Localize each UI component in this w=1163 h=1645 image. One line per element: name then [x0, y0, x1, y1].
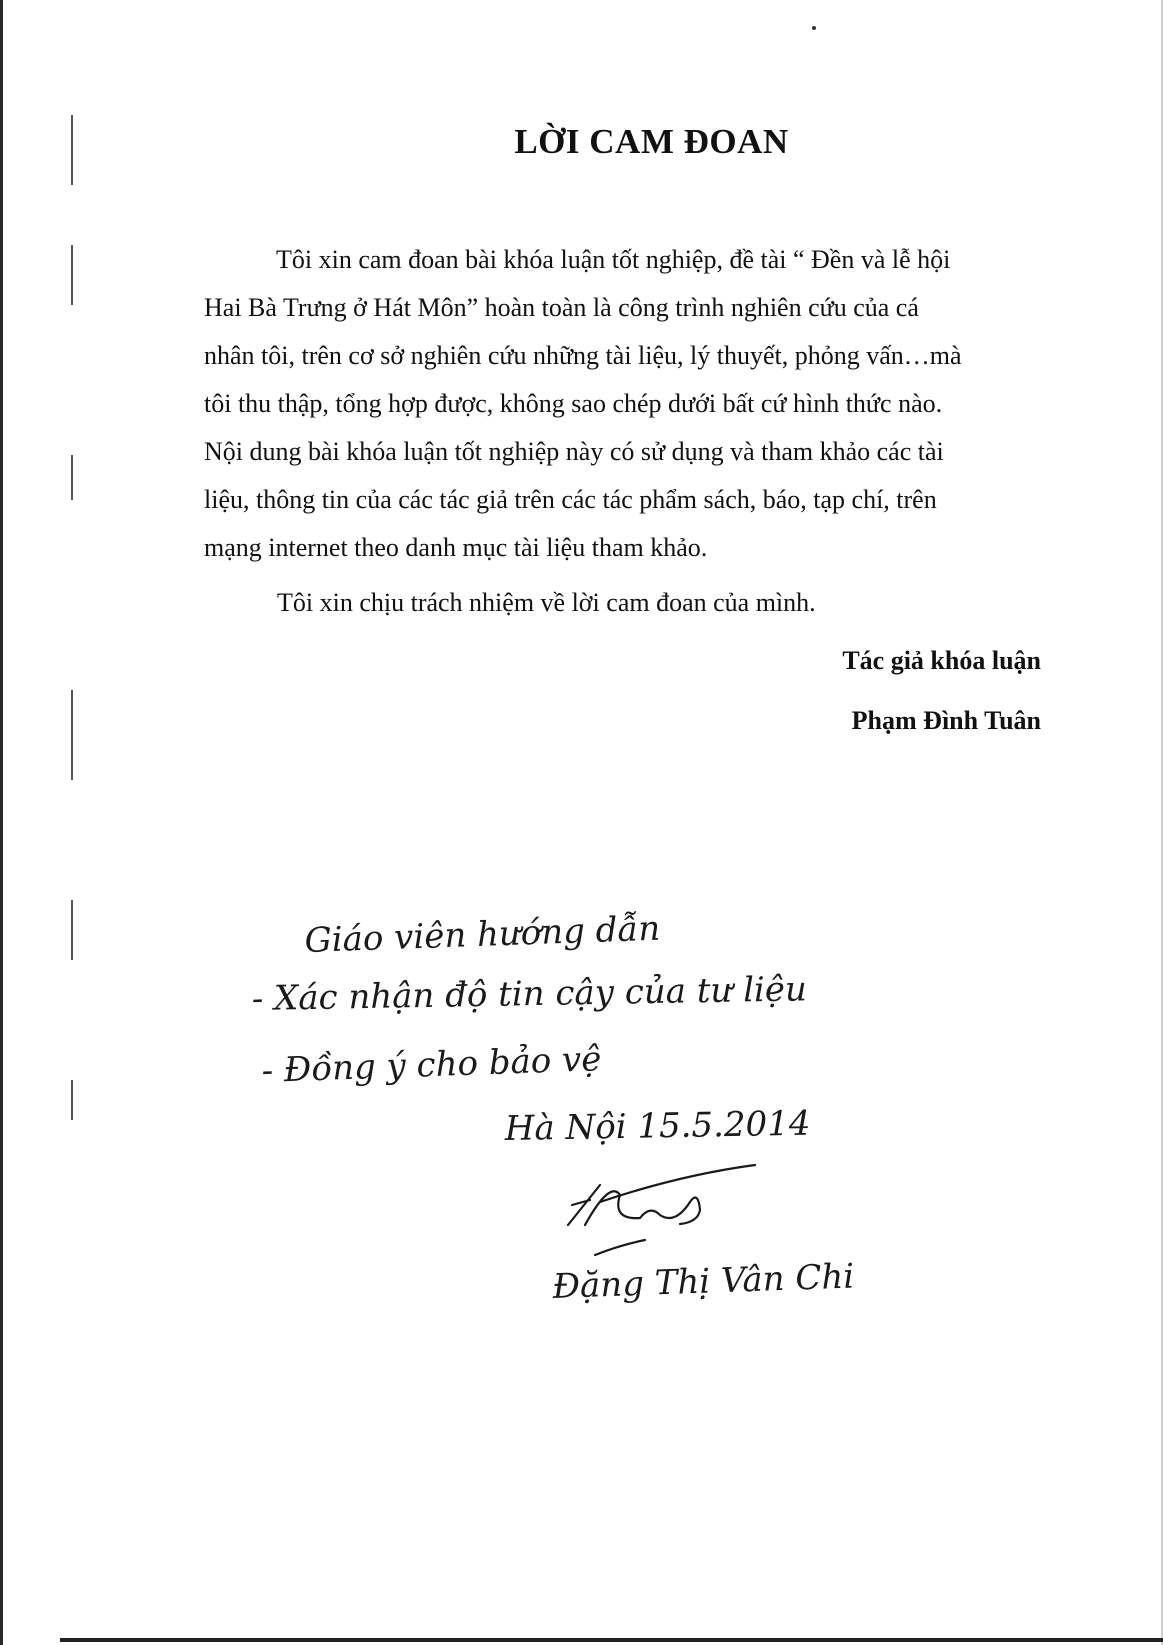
paragraph-line: Tôi xin cam đoan bài khóa luận tốt nghiệp, đề tài “ Đền và lễ hội	[276, 245, 951, 274]
handwritten-verification-note: - Xác nhận độ tin cậy của tư liệu	[251, 969, 808, 1019]
paragraph-line: nhân tôi, trên cơ sở nghiên cứu những tài liệu, lý thuyết, phỏng vấn…mà	[204, 341, 962, 370]
paragraph-line: liệu, thông tin của các tác giả trên các tác phẩm sách, báo, tạp chí, trên	[204, 485, 937, 514]
paragraph-line: Hai Bà Trưng ở Hát Môn” hoàn toàn là công trình nghiên cứu của cá	[204, 293, 919, 322]
paragraph-line: mạng internet theo danh mục tài liệu tham khảo.	[204, 533, 708, 562]
page-title: LỜI CAM ĐOAN	[514, 122, 789, 161]
handwritten-date: Hà Nội 15.5.2014	[504, 1103, 811, 1149]
advisor-signature	[568, 1165, 755, 1255]
handwritten-advisor-label: Giáo viên hướng dẫn	[303, 908, 661, 961]
closing-statement: Tôi xin chịu trách nhiệm về lời cam đoan của mình.	[277, 588, 816, 617]
author-name: Phạm Đình Tuân	[851, 706, 1041, 735]
handwritten-advisor-name: Đặng Thị Vân Chi	[551, 1256, 855, 1307]
paragraph-line: tôi thu thập, tổng hợp được, không sao chép dưới bất cứ hình thức nào.	[204, 389, 943, 418]
author-role: Tác giả khóa luận	[842, 646, 1041, 675]
handwritten-approval-note: - Đồng ý cho bảo vệ	[260, 1039, 602, 1091]
paragraph-line: Nội dung bài khóa luận tốt nghiệp này có sử dụng và tham khảo các tài	[204, 437, 944, 466]
